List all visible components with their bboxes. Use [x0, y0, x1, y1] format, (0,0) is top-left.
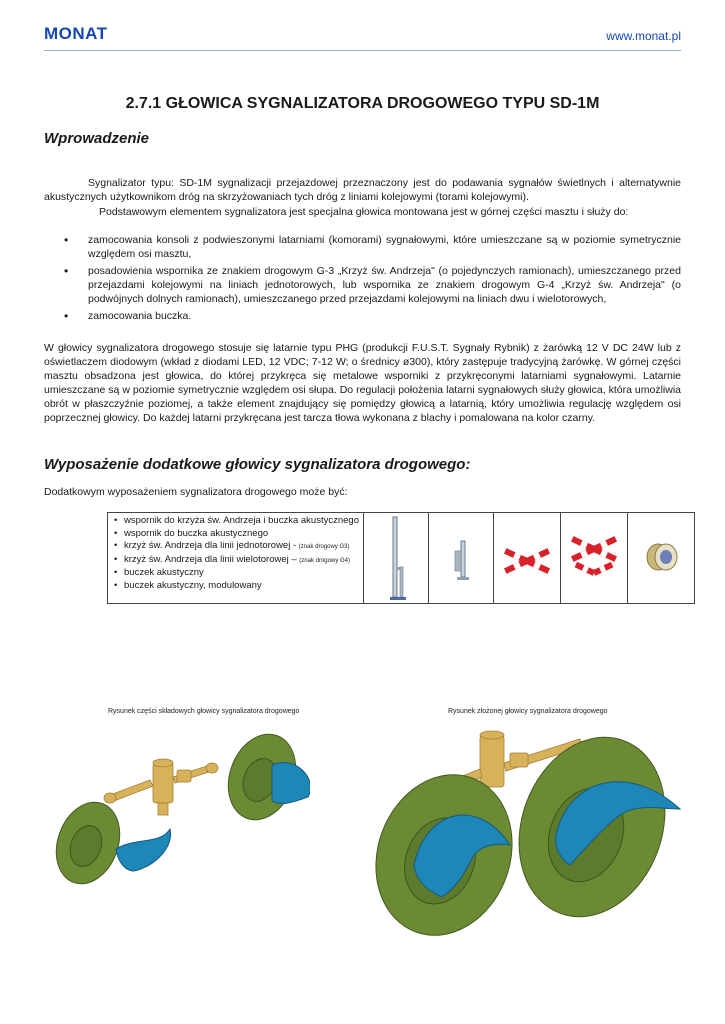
cross-g4-image [560, 513, 627, 604]
figure-caption-right: Rysunek złożonej głowicy sygnalizatora drogowego [448, 708, 608, 715]
list-item: • wspornik do buczka akustycznego [112, 528, 359, 541]
list-item: • posadowienia wspornika ze znakiem drogowym G-3 „Krzyż św. Andrzeja" (o pojedynczych ramionach), umieszczanego przed przejazdami kolejowymi na liniach jednotorowych, lub wspornika ze znakiem drogowym G-4 „Krzyż św. Andrzeja" (o podwójnych dolnych ramionach), umieszczanego przed przejazdami kolejowymi na liniach dwu i wielotorowych, [44, 264, 681, 306]
cross-g3-icon [494, 513, 560, 603]
intro-paragraph-2: Podstawowym elementem sygnalizatora jest specjalna głowica montowana jest w górnej części masztu i służy do: [99, 206, 629, 218]
intro-paragraph-3: W głowicy sygnalizatora drogowego stosuje się latarnie typu PHG (produkcji F.U.S.T. Sygnały Rybnik) z żarówką 12 V DC 24W lub z oświetlaczem diodowym (wkład z diodami LED, 12 VDC; 7-12 W; o średnicy ø300), który zastępuje tradycyjną żarówkę. W górnej części masztu obsadzona jest głowica, do której przykręca się metalowe wsporniki z przykręconymi latarniami sygnałowymi. Latarnie umieszczane są w poziomie symetrycznie względem osi słupa. Do regulacji położenia latarni sygnałowych służy głowica, która umożliwia obrót w płaszczyźnie poziomej, a także element znajdujący się pomiędzy głowicą a latarnią, który umożliwia regulację względem osi poprzecznej głowicy. Do każdej latarni przykręcana jest tarcza tłowa wykonana z blachy i pomalowana na kolor czarny. [44, 342, 681, 424]
figure-caption-left: Rysunek części składowych głowicy sygnalizatora drogowego [108, 708, 300, 715]
horn-icon [628, 513, 694, 603]
bracket-tall-icon [364, 513, 428, 603]
bracket-tall-image [363, 513, 428, 604]
bracket-short-icon [429, 513, 493, 603]
monat-logo: MONAT [44, 24, 108, 43]
signal-lamp-lower [50, 793, 171, 892]
list-item: • wspornik do krzyża św. Andrzeja i buczka akustycznego [112, 515, 359, 528]
intro-paragraph-1: Sygnalizator typu: SD-1M sygnalizacji przejazdowej przeznaczony jest do podawania sygnałów świetlnych i alternatywnie akustycznych użytkownikom dróg na skrzyżowaniach tych dróg z liniami kolejowymi (torami kolejowymi). [44, 177, 681, 203]
list-item: • krzyż św. Andrzeja dla linii jednotorowej - (znak drogowy G3) [112, 540, 359, 554]
website-link[interactable]: www.monat.pl [606, 29, 681, 43]
equipment-intro: Dodatkowym wyposażeniem sygnalizatora drogowego może być: [44, 486, 348, 498]
exploded-head-illustration [50, 725, 310, 900]
intro-heading: Wprowadzenie [44, 130, 150, 147]
list-item: • krzyż św. Andrzeja dla linii wielotorowej – (znak drogowy G4) [112, 554, 359, 568]
cross-g4-icon [561, 513, 627, 603]
list-item: • zamocowania buczka. [44, 309, 681, 323]
section-title: 2.7.1 GŁOWICA SYGNALIZATORA DROGOWEGO TYPU SD-1M [125, 95, 600, 112]
function-list [44, 233, 681, 326]
equipment-table [107, 512, 695, 604]
list-item: • buczek akustyczny, modulowany [112, 580, 359, 593]
list-item: • buczek akustyczny [112, 567, 359, 580]
sign-code-note: (znak drogowy G4) [299, 557, 350, 564]
signal-lamp-upper [217, 725, 310, 829]
page-header [44, 20, 681, 51]
equipment-list-cell [108, 513, 364, 604]
signal-lamp-left [370, 755, 534, 940]
sign-code-note: (znak drogowy G3) [298, 544, 350, 550]
horn-image [627, 513, 694, 604]
assembled-head-illustration [370, 725, 700, 940]
equipment-list [112, 515, 359, 592]
list-item: • zamocowania konsoli z podwieszonymi latarniami (komorami) sygnałowymi, które umieszczane są w poziomie symetrycznie względem osi masztu, [44, 233, 681, 261]
bracket-short-image [428, 513, 493, 604]
cross-g3-image [493, 513, 560, 604]
equipment-heading: Wyposażenie dodatkowe głowicy sygnalizatora drogowego: [44, 456, 471, 473]
head-component [104, 759, 218, 815]
